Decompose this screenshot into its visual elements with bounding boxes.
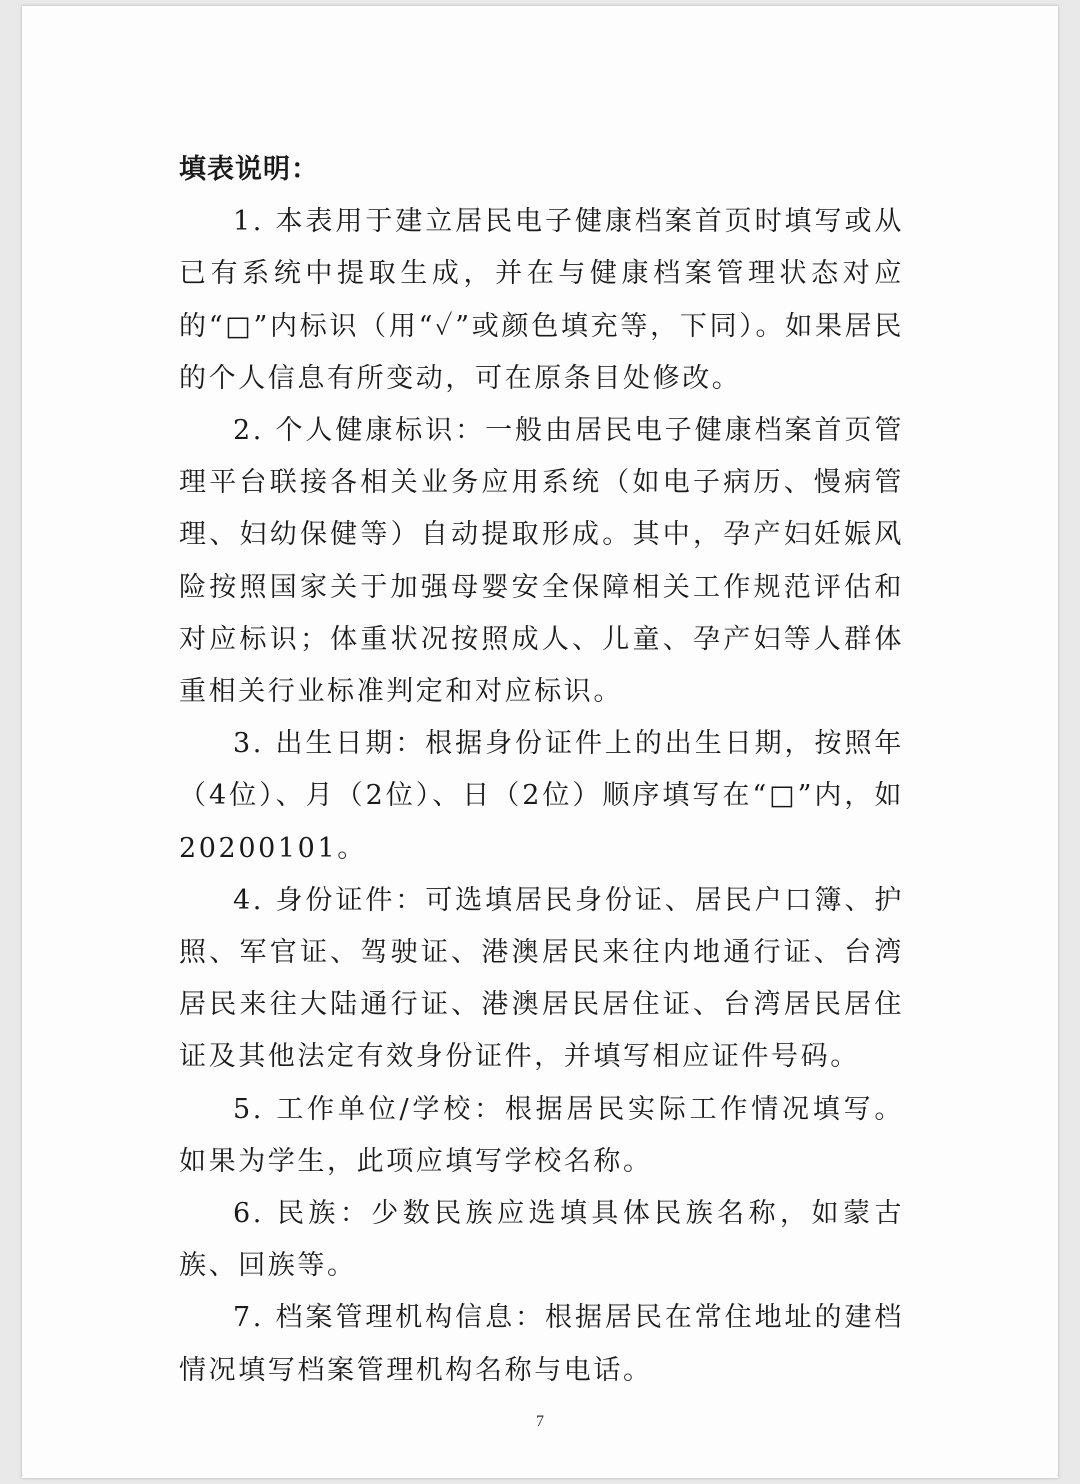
page-number: 7 xyxy=(536,1413,544,1430)
document-page xyxy=(22,6,1058,1478)
instructions-heading: 填表说明： xyxy=(179,154,319,185)
instruction-item-7: 7. 档案管理机构信息：根据居民在常住地址的建档情况填写档案管理机构名称与电话。 xyxy=(179,1302,904,1386)
instruction-item-6: 6. 民族：少数民族应选填具体民族名称，如蒙古族、回族等。 xyxy=(179,1198,904,1282)
instruction-item-5: 5. 工作单位/学校：根据居民实际工作情况填写。如果为学生，此项应填写学校名称。 xyxy=(179,1093,904,1177)
instruction-item-4: 4. 身份证件：可选填居民身份证、居民户口簿、护照、军官证、驾驶证、港澳居民来往内地通行证、台湾居民来往大陆通行证、港澳居民居住证、台湾居民居住证及其他法定有效身份证件，并填写相应证件号码。 xyxy=(179,884,904,1073)
instruction-item-1: 1. 本表用于建立居民电子健康档案首页时填写或从已有系统中提取生成，并在与健康档案管理状态对应的“□”内标识（用“✓”或颜色填充等，下同）。如果居民的个人信息有所变动，可在原条目处修改。 xyxy=(179,206,904,394)
instruction-item-2: 2. 个人健康标识：一般由居民电子健康档案首页管理平台联接各相关业务应用系统（如电子病历、慢病管理、妇幼保健等）自动提取形成。其中，孕产妇妊娠风险按照国家关于加强母婴安全保障相关工作规范评估和对应标识；体重状况按照成人、儿童、孕产妇等人群体重相关行业标准判定和对应标识。 xyxy=(179,415,904,708)
document-body xyxy=(179,144,904,1397)
instruction-item-3: 3. 出生日期：根据身份证件上的出生日期，按照年（4位）、月（2位）、日（2位）顺序填写在“□”内，如20200101。 xyxy=(179,728,904,864)
